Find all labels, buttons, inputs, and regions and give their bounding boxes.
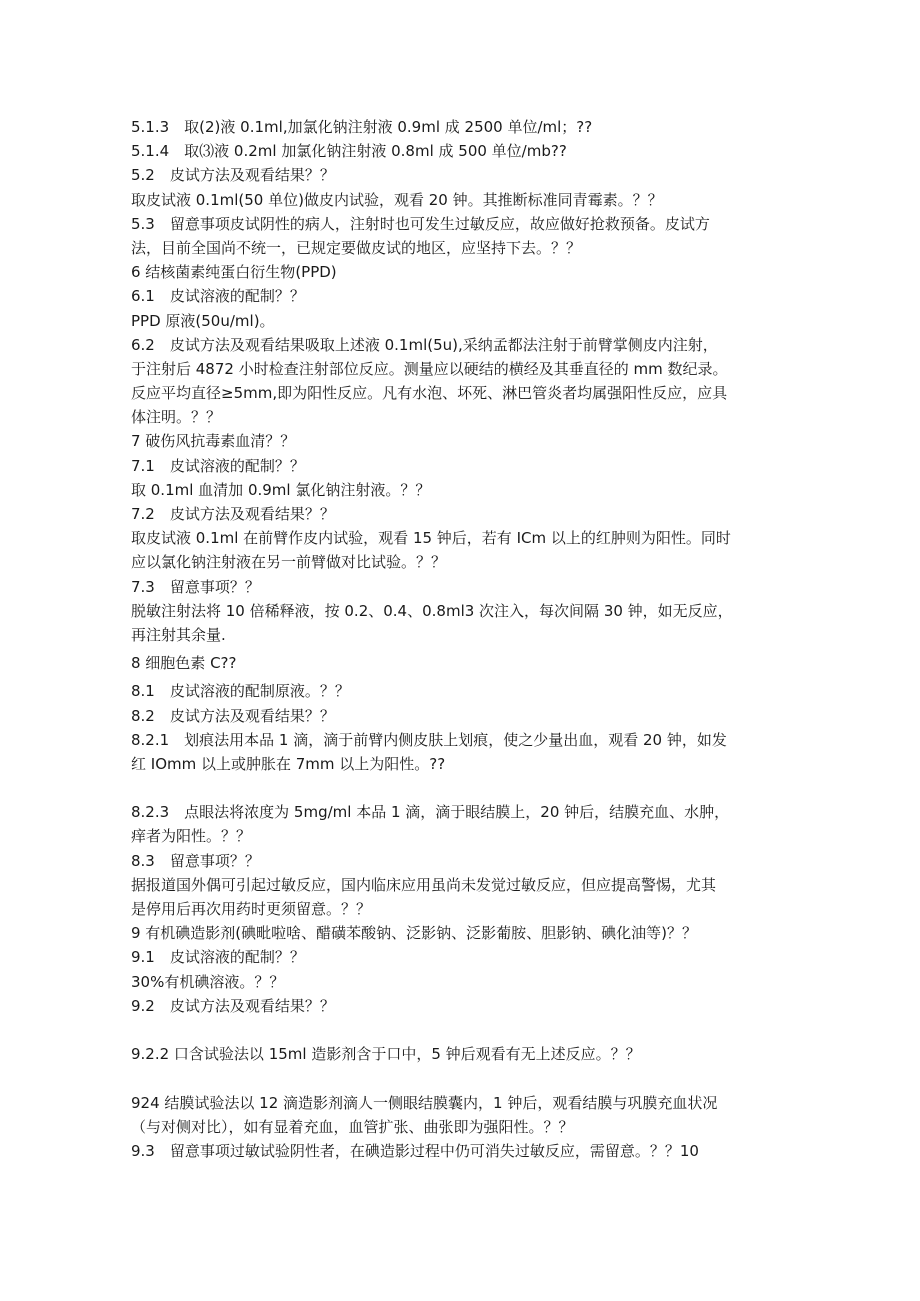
section-heading: 7 破伤风抗毒素血清？？ bbox=[131, 432, 296, 451]
text-line: 30%有机碘溶液。？？ bbox=[131, 972, 285, 991]
text-line: 反应平均直径≥5mm,即为阳性反应。凡有水泡、坏死、淋巴管炎者均属强阳性反应，应具 bbox=[131, 384, 728, 403]
text-line: PPD 原液(50u∕ml)。 bbox=[131, 311, 275, 330]
text-line: 应以氯化钠注射液在另一前臂做对比试验。？？ bbox=[131, 553, 447, 572]
text-line: 取皮试液 0.1ml(50 单位)做皮内试验，观看 20 钟。其推断标准同青霉素。？？ bbox=[131, 190, 663, 209]
text-line: 再注射其余量. bbox=[131, 625, 226, 644]
text-line: 9.3 留意事项过敏试验阴性者，在碘造影过程中仍可消失过敏反应，需留意。？？10 bbox=[131, 1141, 699, 1160]
document-body bbox=[131, 115, 801, 1163]
text-line: 8.2.3 点眼法将浓度为 5mg∕ml 本品 1 滴，滴于眼结膜上，20 钟后，结膜充血、水肿， bbox=[131, 803, 730, 822]
text-line: 6.2 皮试方法及观看结果吸取上述液 0.1ml(5u),采纳孟都法注射于前臂掌侧皮内注射， bbox=[131, 335, 718, 354]
text-line: 脱敏注射法将 10 倍稀释液，按 0.2、0.4、0.8ml3 次注入，每次间隔 30 钟，如无反应， bbox=[131, 601, 733, 620]
text-line: 8.2.1 划痕法用本品 1 滴，滴于前臂内侧皮肤上划痕，使之少量出血，观看 20 钟，如发 bbox=[131, 730, 727, 749]
section-heading: 8 细胞色素 C?? bbox=[131, 654, 237, 673]
text-line: （与对侧对比），如有显着充血，血管扩张、曲张即为强阳性。？？ bbox=[131, 1117, 574, 1136]
section-heading: 6 结核菌素纯蛋白衍生物(PPD) bbox=[131, 263, 337, 282]
text-line: 取 0.1ml 血清加 0.9ml 氯化钠注射液。？？ bbox=[131, 480, 431, 499]
text-line: 9.2.2 口含试验法以 15ml 造影剂含于口中，5 钟后观看有无上述反应。？？ bbox=[131, 1045, 641, 1064]
spacer bbox=[131, 776, 801, 800]
section-heading: 5.2 皮试方法及观看结果？？ bbox=[131, 166, 335, 185]
text-line: 是停用后再次用药时更须留意。？？ bbox=[131, 900, 372, 918]
section-heading: 7.2 皮试方法及观看结果？？ bbox=[131, 505, 335, 523]
section-heading: 8.1 皮试溶液的配制原液。？？ bbox=[131, 682, 350, 701]
section-heading: 7.3 留意事项？？ bbox=[131, 577, 260, 596]
section-heading: 9 有机碘造影剂(碘毗啦啥、醋磺苯酸钠、泛影钠、泛影葡胺、胆影钠、碘化油等)？？ bbox=[131, 924, 698, 943]
text-line: 5.1.3 取(2)液 0.1ml,加氯化钠注射液 0.9ml 成 2500 单位/ml；?? bbox=[131, 118, 593, 136]
text-line: 据报道国外偶可引起过敏反应，国内临床应用虽尚未发觉过敏反应，但应提高警惕，尤其 bbox=[131, 875, 717, 894]
spacer bbox=[131, 1066, 801, 1090]
text-line: 红 IOmm 以上或肿胀在 7mm 以上为阳性。?? bbox=[131, 754, 446, 773]
section-heading: 8.2 皮试方法及观看结果？？ bbox=[131, 706, 335, 725]
section-heading: 6.1 皮试溶液的配制？？ bbox=[131, 287, 305, 306]
section-heading: 7.1 皮试溶液的配制？？ bbox=[131, 456, 305, 475]
section-heading: 9.2 皮试方法及观看结果？？ bbox=[131, 996, 335, 1015]
section-heading: 9.1 皮试溶液的配制？？ bbox=[131, 948, 305, 967]
text-line: 法，目前全国尚不统一，已规定要做皮试的地区，应坚持下去。？？ bbox=[131, 238, 582, 257]
text-line: 取皮试液 0.1ml 在前臂作皮内试验，观看 15 钟后，若有 ICm 以上的红肿则为阳性。同时 bbox=[131, 529, 731, 548]
text-line: 924 结膜试验法以 12 滴造影剂滴人一侧眼结膜囊内，1 钟后，观看结膜与巩膜充血状况 bbox=[131, 1093, 718, 1112]
section-heading: 8.3 留意事项？？ bbox=[131, 851, 260, 870]
text-line: 体注明。？？ bbox=[131, 408, 222, 427]
text-line: 5.3 留意事项皮试阴性的病人，注射时也可发生过敏反应，故应做好抢救预备。皮试方 bbox=[131, 214, 710, 233]
text-line: 于注射后 4872 小时检查注射部位反应。测量应以硬结的横经及其垂直径的 mm 数纪录。 bbox=[131, 359, 728, 378]
text-line: 痒者为阳性。？？ bbox=[131, 827, 252, 846]
text-line: 5.1.4 取⑶液 0.2ml 加氯化钠注射液 0.8ml 成 500 单位/mb?? bbox=[131, 142, 567, 161]
spacer bbox=[131, 1018, 801, 1042]
